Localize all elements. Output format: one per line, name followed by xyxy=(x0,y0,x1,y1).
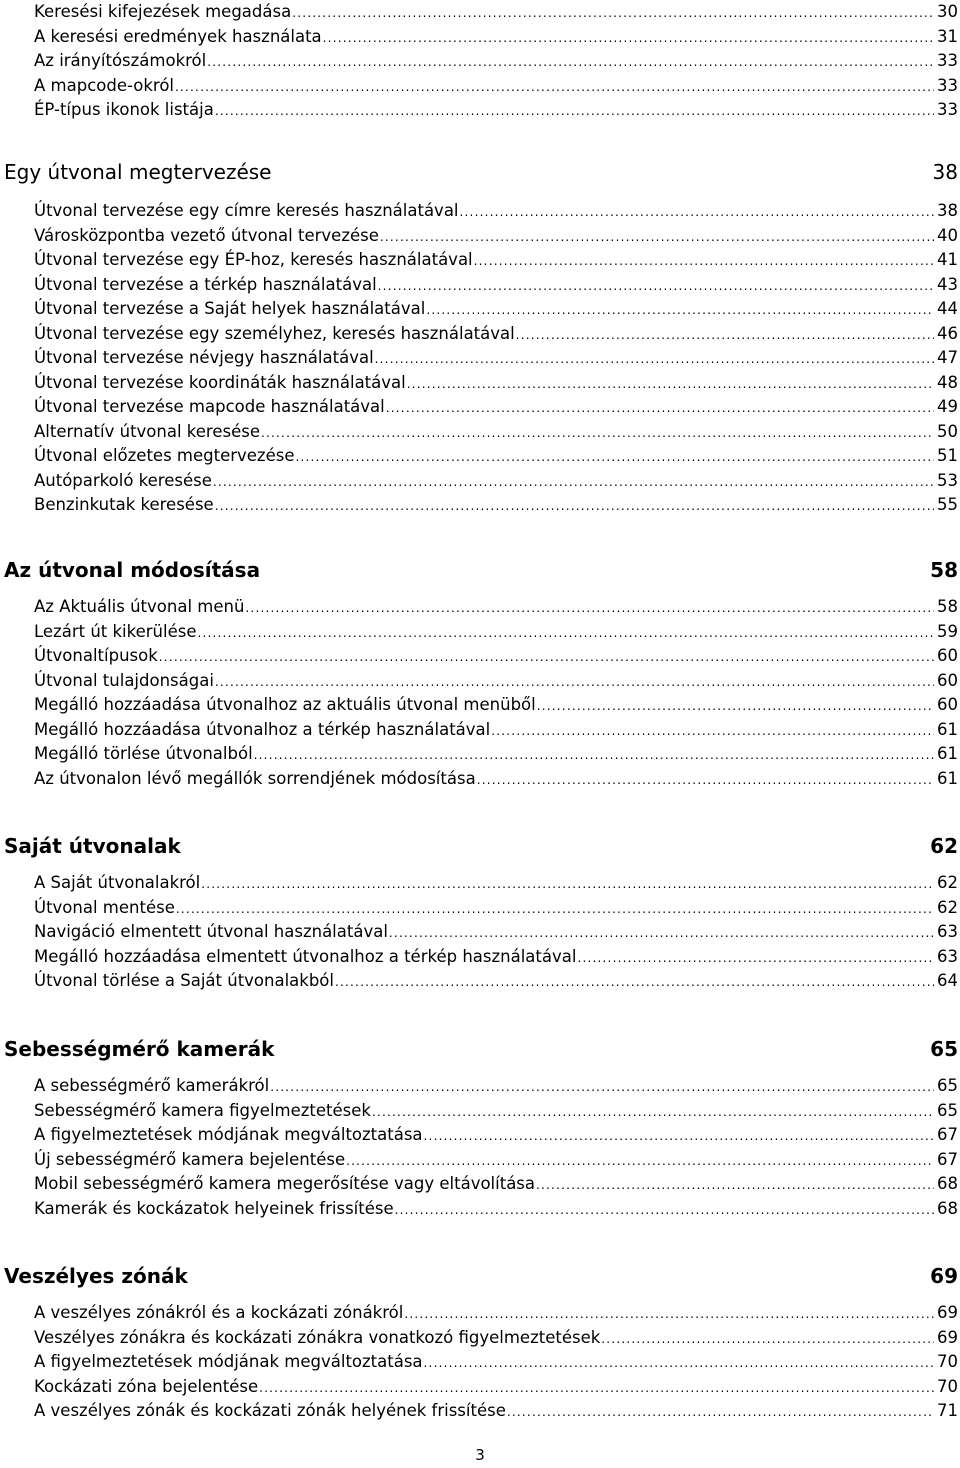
toc-entry-title: Sebességmérő kamera figyelmeztetések xyxy=(34,1100,371,1120)
dot-leader xyxy=(215,494,934,519)
toc-entry[interactable] xyxy=(34,620,958,645)
toc-entry-title: Megálló hozzáadása útvonalhoz a térkép használatával xyxy=(34,719,491,739)
dot-leader xyxy=(175,75,934,100)
toc-entry-page: 63 xyxy=(937,922,958,941)
toc-entry-page: 58 xyxy=(937,597,958,616)
toc-entry-page: 71 xyxy=(937,1401,958,1420)
toc-entry-title: A keresési eredmények használata xyxy=(34,26,322,46)
toc-entry[interactable] xyxy=(34,74,958,99)
toc-entry-page: 59 xyxy=(937,621,958,641)
dot-leader xyxy=(424,1124,934,1149)
toc-entry-title: Útvonal tervezése koordináták használatával xyxy=(34,372,406,392)
toc-entry-title: Útvonal tulajdonságai xyxy=(34,670,214,690)
section-page: 62 xyxy=(930,834,958,858)
dot-leader xyxy=(536,1173,934,1198)
toc-entry[interactable] xyxy=(34,371,958,396)
dot-leader xyxy=(537,694,934,719)
toc-entry-page: 47 xyxy=(937,348,958,367)
toc-entry[interactable] xyxy=(34,1375,958,1400)
toc-section-heading[interactable] xyxy=(4,1261,958,1291)
dot-leader xyxy=(477,768,934,793)
dot-leader xyxy=(254,743,934,768)
toc-section-heading[interactable] xyxy=(4,1034,958,1064)
toc-entry-title: A veszélyes zónákról és a kockázati zónákról xyxy=(34,1303,404,1322)
toc-section xyxy=(0,1034,960,1221)
toc-entry-page: 65 xyxy=(937,1076,958,1095)
toc-section-heading[interactable] xyxy=(4,555,958,585)
toc-section-heading[interactable] xyxy=(4,157,958,187)
section-title: Egy útvonal megtervezése xyxy=(4,160,272,184)
toc-entry-title: Útvonal tervezése egy címre keresés használatával xyxy=(34,201,459,220)
section-page: 69 xyxy=(930,1264,958,1288)
toc-entry-page: 63 xyxy=(937,946,958,966)
dot-leader xyxy=(261,421,934,446)
toc-entry[interactable] xyxy=(34,945,958,970)
toc-entry-title: Megálló hozzáadása útvonalhoz az aktuális útvonal menüből xyxy=(34,695,536,714)
toc-entry-title: Útvonal tervezése egy ÉP-hoz, keresés használatával xyxy=(34,250,473,269)
dot-leader xyxy=(372,1100,934,1125)
toc-entry-page: 61 xyxy=(937,744,958,763)
toc-entry[interactable] xyxy=(34,395,958,420)
dot-leader xyxy=(474,249,934,274)
toc-entry-page: 69 xyxy=(937,1303,958,1322)
toc-entry-title: A sebességmérő kamerákról xyxy=(34,1076,270,1095)
toc-entry-title: Útvonal tervezése a térkép használatával xyxy=(34,274,377,294)
dot-leader xyxy=(213,470,934,495)
toc-entry[interactable] xyxy=(34,718,958,743)
toc-entry-page: 70 xyxy=(937,1352,958,1371)
dot-leader xyxy=(215,670,934,695)
toc-entry-page: 44 xyxy=(937,299,958,318)
toc-entry-page: 38 xyxy=(937,201,958,220)
toc-entry[interactable] xyxy=(34,322,958,347)
toc-entry-title: Az útvonalon lévő megállók sorrendjének módosítása xyxy=(34,768,476,788)
toc-entry[interactable] xyxy=(34,297,958,322)
toc-entry[interactable] xyxy=(34,1399,958,1424)
section-page: 58 xyxy=(930,558,958,582)
dot-leader xyxy=(346,1149,934,1174)
toc-entry-page: 62 xyxy=(937,873,958,892)
dot-leader xyxy=(207,50,934,75)
toc-entry[interactable] xyxy=(34,493,958,518)
toc-entry-page: 60 xyxy=(937,646,958,665)
toc-entry-page: 67 xyxy=(937,1149,958,1169)
toc-entry[interactable] xyxy=(34,1350,958,1375)
toc-entry-title: Navigáció elmentett útvonal használatával xyxy=(34,922,388,941)
toc-entry[interactable] xyxy=(34,1074,958,1099)
toc-entry-title: Útvonal tervezése névjegy használatával xyxy=(34,348,374,367)
toc-entry-title: Új sebességmérő kamera bejelentése xyxy=(34,1149,346,1169)
toc-entry-title: Alternatív útvonal keresése xyxy=(34,421,260,441)
toc-entry-title: A mapcode-okról xyxy=(34,75,174,95)
toc-entry[interactable] xyxy=(34,1123,958,1148)
toc-section-heading[interactable] xyxy=(4,831,958,861)
dot-leader xyxy=(507,1400,934,1425)
toc-intro xyxy=(0,0,960,123)
dot-leader xyxy=(491,719,934,744)
dot-leader xyxy=(460,200,934,225)
toc-entry[interactable] xyxy=(34,693,958,718)
dot-leader xyxy=(375,347,934,372)
toc-entry[interactable] xyxy=(34,224,958,249)
section-title: Sebességmérő kamerák xyxy=(4,1037,275,1061)
toc-entry-title: Veszélyes zónákra és kockázati zónákra vonatkozó figyelmeztetések xyxy=(34,1327,601,1347)
toc-entry-page: 69 xyxy=(937,1327,958,1347)
toc-section xyxy=(0,831,960,994)
toc-entry[interactable] xyxy=(34,920,958,945)
toc-entry[interactable] xyxy=(34,1148,958,1173)
dot-leader xyxy=(380,225,934,250)
toc-entry[interactable] xyxy=(34,595,958,620)
toc-entry[interactable] xyxy=(34,1099,958,1124)
toc-entry[interactable] xyxy=(34,1172,958,1197)
toc-entry-page: 41 xyxy=(937,250,958,269)
toc-entry-page: 61 xyxy=(937,719,958,739)
toc-entry-title: A Saját útvonalakról xyxy=(34,873,201,892)
dot-leader xyxy=(197,621,934,646)
dot-leader xyxy=(201,872,934,897)
toc-entry-page: 33 xyxy=(937,75,958,95)
toc-entry[interactable] xyxy=(34,669,958,694)
toc-section xyxy=(0,555,960,791)
section-title: Veszélyes zónák xyxy=(4,1264,188,1288)
toc-entry-title: Mobil sebességmérő kamera megerősítése vagy eltávolítása xyxy=(34,1174,536,1193)
toc-entry[interactable] xyxy=(34,742,958,767)
dot-leader xyxy=(335,970,934,995)
toc-entry-title: Megálló törlése útvonalból xyxy=(34,744,253,763)
toc-entry-page: 33 xyxy=(937,51,958,70)
toc-entry[interactable] xyxy=(34,1301,958,1326)
toc-entry-page: 43 xyxy=(937,274,958,294)
dot-leader xyxy=(159,645,934,670)
toc-entry-page: 48 xyxy=(937,372,958,392)
toc-entry-page: 30 xyxy=(937,2,958,21)
toc-entry-page: 62 xyxy=(937,897,958,917)
toc-entry-title: Kamerák és kockázatok helyeinek frissítése xyxy=(34,1198,394,1218)
toc-section xyxy=(0,157,960,518)
toc-entry[interactable] xyxy=(34,25,958,50)
toc-entry-page: 68 xyxy=(937,1198,958,1218)
toc-entry-page: 46 xyxy=(937,323,958,343)
toc-entry-page: 31 xyxy=(937,26,958,46)
dot-leader xyxy=(516,323,934,348)
toc-entry-title: Benzinkutak keresése xyxy=(34,495,214,514)
dot-leader xyxy=(426,298,934,323)
toc-entry-title: A veszélyes zónák és kockázati zónák helyének frissítése xyxy=(34,1401,506,1420)
toc-entry-page: 51 xyxy=(937,446,958,465)
dot-leader xyxy=(424,1351,934,1376)
dot-leader xyxy=(378,274,934,299)
toc-entry-title: Útvonal tervezése mapcode használatával xyxy=(34,397,385,416)
toc-entry[interactable] xyxy=(34,199,958,224)
toc-entry-title: Útvonaltípusok xyxy=(34,646,158,665)
dot-leader xyxy=(259,1376,934,1401)
section-title: Az útvonal módosítása xyxy=(4,558,261,582)
toc-entry-title: A figyelmeztetések módjának megváltoztatása xyxy=(34,1352,423,1371)
toc-entry-page: 50 xyxy=(937,421,958,441)
toc-entry-page: 55 xyxy=(937,495,958,514)
section-page: 38 xyxy=(932,160,958,184)
toc-entry-page: 53 xyxy=(937,470,958,490)
toc-entry-page: 65 xyxy=(937,1100,958,1120)
dot-leader xyxy=(176,897,934,922)
dot-leader xyxy=(245,596,934,621)
toc-entry-title: Útvonal mentése xyxy=(34,897,175,917)
toc-entry[interactable] xyxy=(34,444,958,469)
toc-entry[interactable] xyxy=(34,98,958,123)
toc-entry-title: Az irányítószámokról xyxy=(34,51,207,70)
section-title: Saját útvonalak xyxy=(4,834,181,858)
toc-entry-title: Az Aktuális útvonal menü xyxy=(34,597,245,616)
dot-leader xyxy=(292,1,934,26)
toc-entry-page: 49 xyxy=(937,397,958,416)
toc-entry-title: Útvonal tervezése a Saját helyek használatával xyxy=(34,299,426,318)
dot-leader xyxy=(270,1075,934,1100)
toc-entry-title: Lezárt út kikerülése xyxy=(34,621,197,641)
toc-entry-title: Megálló hozzáadása elmentett útvonalhoz a térkép használatával xyxy=(34,946,577,966)
toc-entry-page: 33 xyxy=(937,100,958,119)
toc-entry[interactable] xyxy=(34,49,958,74)
dot-leader xyxy=(577,946,934,971)
dot-leader xyxy=(389,921,934,946)
dot-leader xyxy=(296,445,935,470)
toc-entry[interactable] xyxy=(34,0,958,25)
toc-entry-title: Útvonal tervezése egy személyhez, keresés használatával xyxy=(34,323,515,343)
toc-entry-title: Városközpontba vezető útvonal tervezése xyxy=(34,225,379,245)
toc-entry-page: 70 xyxy=(937,1376,958,1396)
toc-entry[interactable] xyxy=(34,1326,958,1351)
section-page: 65 xyxy=(930,1037,958,1061)
toc-section xyxy=(0,1261,960,1424)
toc-entry[interactable] xyxy=(34,248,958,273)
dot-leader xyxy=(404,1302,934,1327)
dot-leader xyxy=(215,99,934,124)
dot-leader xyxy=(323,26,934,51)
toc-entry-page: 60 xyxy=(937,670,958,690)
toc-entry-page: 64 xyxy=(937,971,958,990)
toc-entry-page: 40 xyxy=(937,225,958,245)
dot-leader xyxy=(386,396,934,421)
toc-entry-title: A figyelmeztetések módjának megváltoztatása xyxy=(34,1125,423,1144)
toc-entry[interactable] xyxy=(34,767,958,792)
dot-leader xyxy=(395,1198,934,1223)
toc-entry[interactable] xyxy=(34,896,958,921)
toc-entry[interactable] xyxy=(34,346,958,371)
toc-entry[interactable] xyxy=(34,420,958,445)
toc-entry-title: Autóparkoló keresése xyxy=(34,470,212,490)
dot-leader xyxy=(601,1327,934,1352)
toc-entry-page: 61 xyxy=(937,768,958,788)
toc-entry-title: ÉP-típus ikonok listája xyxy=(34,100,214,119)
toc-entry[interactable] xyxy=(34,644,958,669)
toc-entry-title: Útvonal törlése a Saját útvonalakból xyxy=(34,971,334,990)
toc-entry[interactable] xyxy=(34,469,958,494)
dot-leader xyxy=(407,372,934,397)
toc-entry-page: 67 xyxy=(937,1125,958,1144)
toc-entry[interactable] xyxy=(34,1197,958,1222)
toc-entry-page: 68 xyxy=(937,1174,958,1193)
toc-entry[interactable] xyxy=(34,273,958,298)
toc-entry-title: Útvonal előzetes megtervezése xyxy=(34,446,295,465)
toc-entry-title: Keresési kifejezések megadása xyxy=(34,2,292,21)
page-number: 3 xyxy=(475,1446,485,1464)
toc-entry-page: 60 xyxy=(937,695,958,714)
toc-entry[interactable] xyxy=(34,969,958,994)
toc-entry-title: Kockázati zóna bejelentése xyxy=(34,1376,259,1396)
toc-entry[interactable] xyxy=(34,871,958,896)
